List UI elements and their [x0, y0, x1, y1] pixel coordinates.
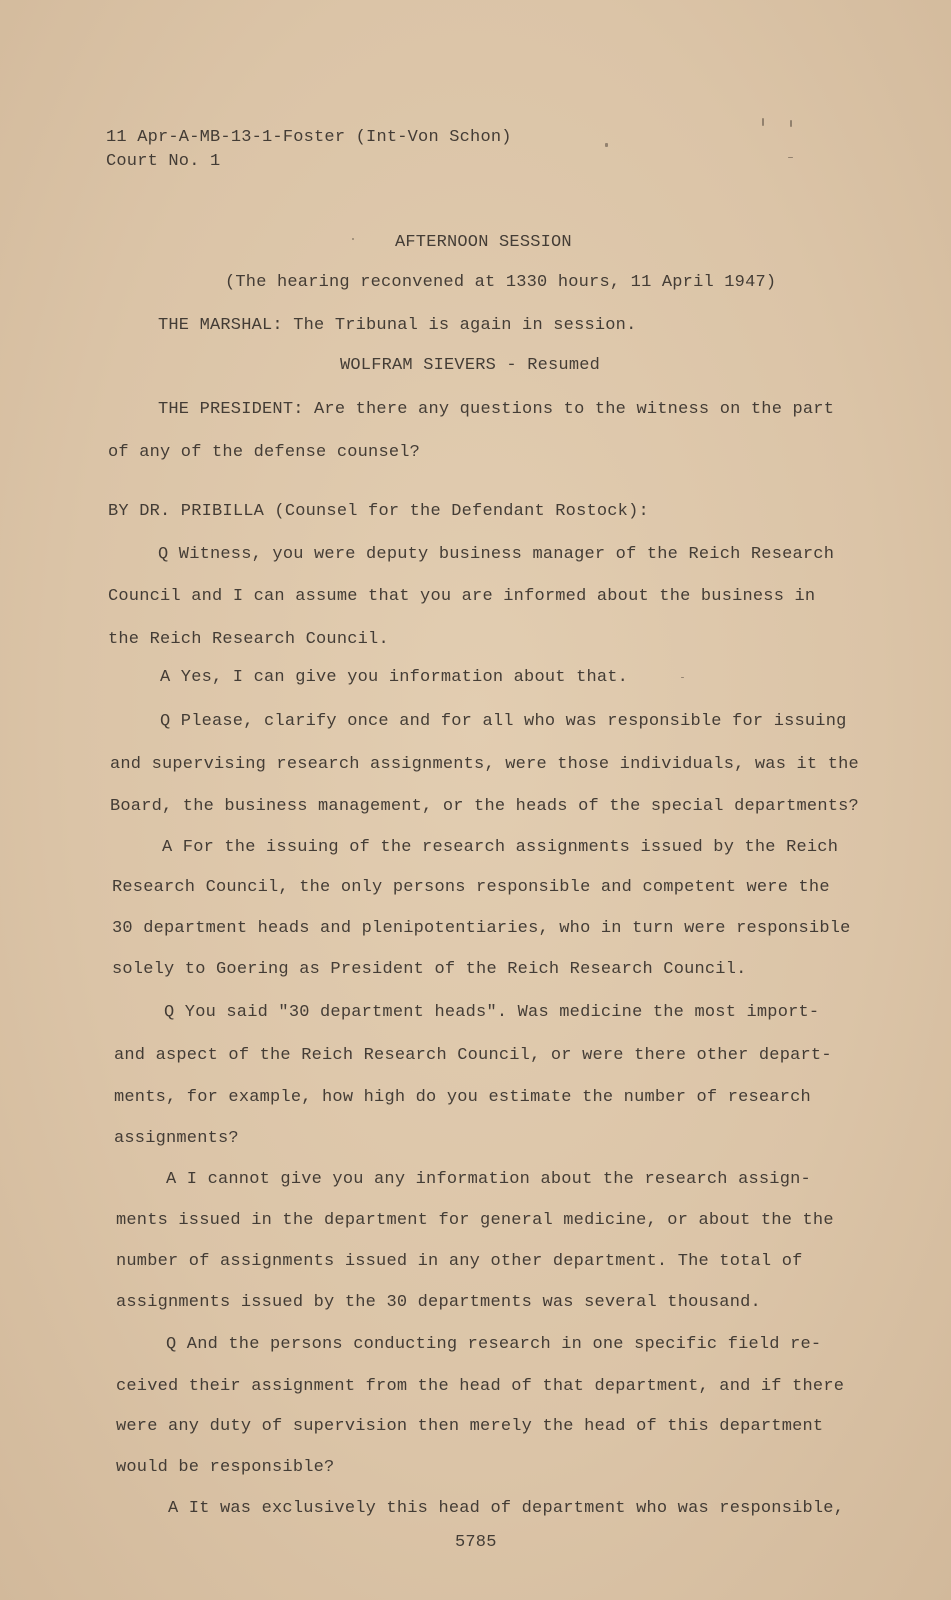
question-line: Q Please, clarify once and for all who was responsible for issuing — [160, 712, 847, 731]
witness-name: WOLFRAM SIEVERS - Resumed — [340, 356, 601, 375]
question-line: assignments? — [114, 1129, 239, 1148]
answer-line: 30 department heads and plenipotentiaries, who in turn were responsible — [112, 919, 851, 938]
question-line: and supervising research assignments, were those individuals, was it the — [110, 755, 859, 774]
answer-line: assignments issued by the 30 departments was several thousand. — [116, 1293, 761, 1312]
answer-line: solely to Goering as President of the Reich Research Council. — [112, 960, 747, 979]
president-statement-line: THE PRESIDENT: Are there any questions to the witness on the part — [158, 400, 835, 419]
question-line: the Reich Research Council. — [108, 630, 389, 649]
answer-line: A I cannot give you any information about the research assign- — [166, 1170, 811, 1189]
paper-speck — [681, 677, 684, 678]
question-line: ceived their assignment from the head of that department, and if there — [116, 1377, 845, 1396]
reconvened-note: (The hearing reconvened at 1330 hours, 11 April 1947) — [225, 273, 777, 292]
question-line: Q Witness, you were deputy business manager of the Reich Research — [158, 545, 835, 564]
question-line: Council and I can assume that you are informed about the business in — [108, 587, 816, 606]
question-line: were any duty of supervision then merely the head of this department — [116, 1417, 824, 1436]
question-line: Board, the business management, or the heads of the special departments? — [110, 797, 859, 816]
answer-line: ments issued in the department for general medicine, or about the the — [116, 1211, 834, 1230]
answer-line: A Yes, I can give you information about that. — [160, 668, 629, 687]
marshal-statement: THE MARSHAL: The Tribunal is again in session. — [158, 316, 637, 335]
question-line: and aspect of the Reich Research Council, or were there other depart- — [114, 1046, 832, 1065]
session-title: AFTERNOON SESSION — [395, 233, 572, 252]
paper-speck — [762, 118, 764, 126]
page-number: 5785 — [455, 1533, 497, 1552]
answer-line: number of assignments issued in any other department. The total of — [116, 1252, 803, 1271]
paper-speck — [605, 143, 608, 147]
president-statement-line: of any of the defense counsel? — [108, 443, 421, 462]
question-line: Q You said "30 department heads". Was medicine the most import- — [164, 1003, 820, 1022]
header-court: Court No. 1 — [106, 152, 221, 171]
paper-speck — [790, 120, 792, 127]
question-line: Q And the persons conducting research in one specific field re- — [166, 1335, 822, 1354]
paper-speck — [788, 157, 793, 158]
paper-speck — [352, 238, 354, 240]
answer-line: Research Council, the only persons responsible and competent were the — [112, 878, 830, 897]
answer-line: A For the issuing of the research assignments issued by the Reich — [162, 838, 839, 857]
examiner-heading: BY DR. PRIBILLA (Counsel for the Defendant Rostock): — [108, 502, 649, 521]
question-line: would be responsible? — [116, 1458, 335, 1477]
answer-line: A It was exclusively this head of department who was responsible, — [168, 1499, 845, 1518]
question-line: ments, for example, how high do you estimate the number of research — [114, 1088, 811, 1107]
header-reference: 11 Apr-A-MB-13-1-Foster (Int-Von Schon) — [106, 128, 512, 147]
